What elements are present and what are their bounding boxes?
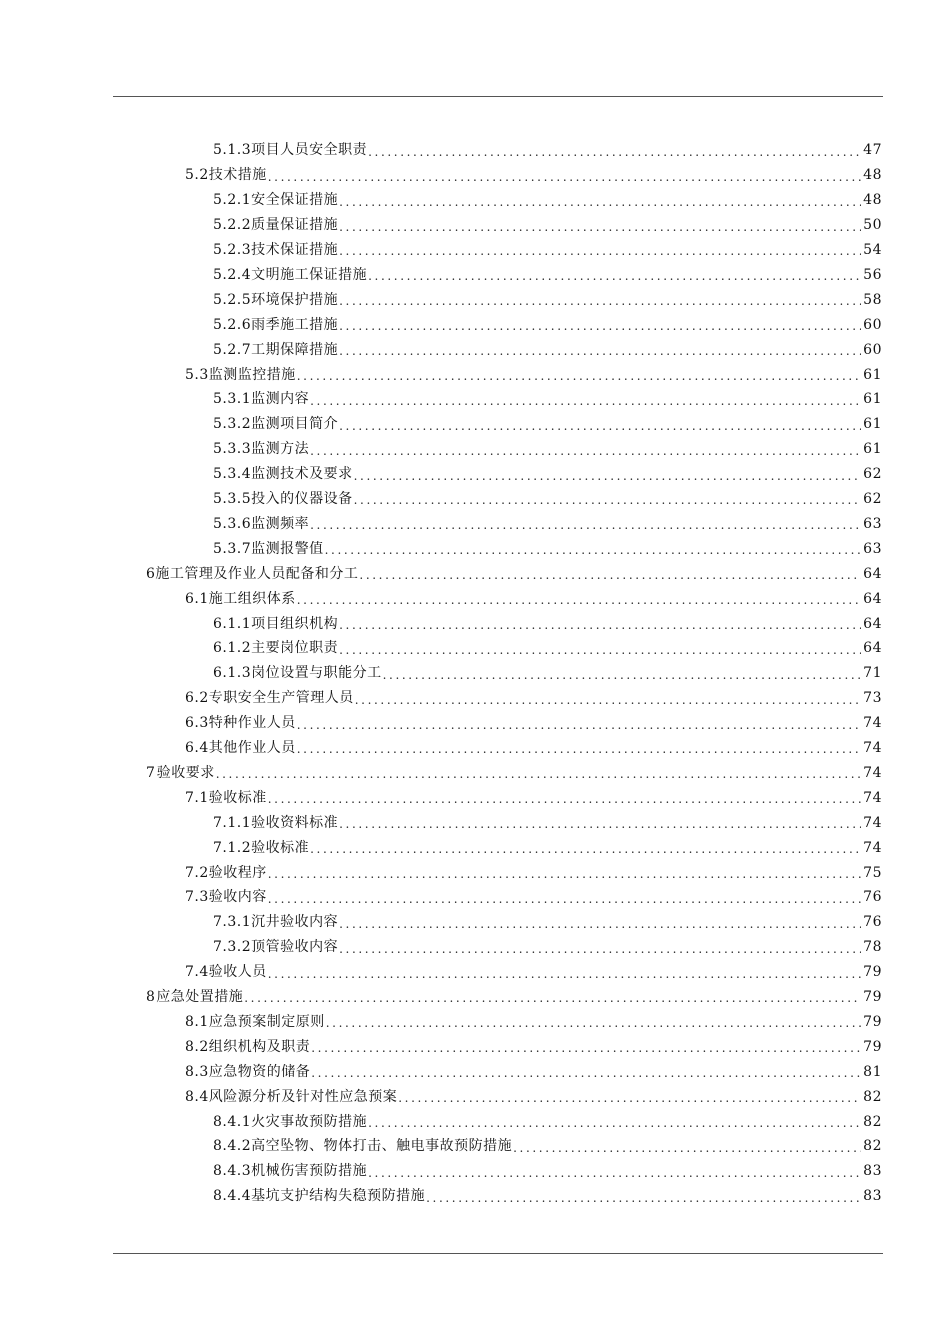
dot-leader <box>268 868 861 885</box>
dot-leader <box>310 843 861 860</box>
toc-entry-title: 组织机构及职责 <box>208 1038 311 1055</box>
dot-leader <box>268 893 861 910</box>
toc-entry-page-number: 79 <box>863 1038 882 1055</box>
toc-entry-number: 7.3 <box>185 889 209 906</box>
toc-entry-title: 投入的仪器设备 <box>251 491 353 508</box>
dot-leader <box>339 196 861 213</box>
dot-leader <box>513 1142 861 1159</box>
toc-entry-title: 应急物资的储备 <box>208 1063 311 1080</box>
toc-entry[interactable] <box>213 437 882 462</box>
dot-leader <box>339 345 861 362</box>
dot-leader <box>354 494 862 511</box>
dot-leader <box>368 270 861 287</box>
dot-leader <box>368 1117 861 1134</box>
toc-entry-page-number: 54 <box>863 242 882 259</box>
toc-entry[interactable] <box>185 860 882 885</box>
toc-entry-number: 5.1.3 <box>213 142 252 159</box>
dot-leader <box>311 1042 861 1059</box>
toc-entry-page-number: 61 <box>863 441 882 458</box>
toc-entry-title: 监测项目简介 <box>251 416 339 433</box>
toc-entry[interactable] <box>185 586 882 611</box>
toc-entry-page-number: 64 <box>863 640 882 657</box>
header-rule <box>113 96 883 97</box>
toc-entry-title: 火灾事故预防措施 <box>251 1113 368 1130</box>
toc-entry-number: 8.4.2 <box>213 1138 252 1155</box>
toc-entry-title: 监测方法 <box>251 441 310 458</box>
toc-entry-number: 6.1.1 <box>213 615 252 632</box>
toc-entry-page-number: 63 <box>863 515 882 532</box>
toc-entry[interactable] <box>213 810 882 835</box>
toc-entry[interactable] <box>213 636 882 661</box>
toc-entry[interactable] <box>185 885 882 910</box>
toc-entry[interactable] <box>213 1109 882 1134</box>
dot-leader <box>268 171 861 188</box>
toc-entry-number: 7.2 <box>185 864 209 881</box>
toc-entry-title: 应急处置措施 <box>156 989 244 1006</box>
toc-entry-number: 8 <box>146 989 156 1006</box>
toc-entry-title: 安全保证措施 <box>251 192 339 209</box>
toc-entry[interactable] <box>213 487 882 512</box>
toc-entry-number: 5.3 <box>185 366 209 383</box>
toc-entry[interactable] <box>213 512 882 537</box>
toc-entry-number: 5.2.3 <box>213 242 252 259</box>
toc-entry-title: 监测报警值 <box>251 540 324 557</box>
toc-entry-number: 5.2 <box>185 167 209 184</box>
toc-entry[interactable] <box>185 1084 882 1109</box>
toc-entry-page-number: 81 <box>863 1063 882 1080</box>
dot-leader <box>339 420 861 437</box>
toc-entry-number: 8.3 <box>185 1063 209 1080</box>
dot-leader <box>297 370 861 387</box>
toc-entry-page-number: 74 <box>863 764 882 781</box>
toc-entry-title: 施工管理及作业人员配备和分工 <box>155 565 359 582</box>
toc-entry[interactable] <box>213 611 882 636</box>
toc-entry-title: 项目人员安全职责 <box>251 142 368 159</box>
toc-entry-title: 主要岗位职责 <box>251 640 339 657</box>
toc-entry[interactable] <box>213 1159 882 1184</box>
toc-entry-number: 7.3.1 <box>213 914 252 931</box>
toc-entry-page-number: 50 <box>863 217 882 234</box>
toc-entry-number: 6.2 <box>185 690 209 707</box>
toc-entry-page-number: 75 <box>863 864 882 881</box>
toc-entry[interactable] <box>213 910 882 935</box>
toc-entry-number: 7 <box>146 764 156 781</box>
dot-leader <box>268 793 861 810</box>
toc-entry-page-number: 74 <box>863 715 882 732</box>
dot-leader <box>339 818 861 835</box>
toc-entry-page-number: 83 <box>863 1188 882 1205</box>
toc-entry-title: 验收标准 <box>251 839 310 856</box>
toc-entry[interactable] <box>213 263 882 288</box>
toc-entry-title: 沉井验收内容 <box>251 914 339 931</box>
toc-entry[interactable] <box>185 711 882 736</box>
toc-entry[interactable] <box>185 1059 882 1084</box>
dot-leader <box>368 146 861 163</box>
dot-leader <box>244 992 861 1009</box>
toc-entry[interactable] <box>213 238 882 263</box>
toc-entry-number: 6.1.3 <box>213 665 252 682</box>
toc-entry-number: 8.4.1 <box>213 1113 252 1130</box>
toc-entry-title: 工期保障措施 <box>251 341 339 358</box>
dot-leader <box>297 594 861 611</box>
toc-entry-title: 验收要求 <box>156 764 215 781</box>
dot-leader <box>326 1017 861 1034</box>
toc-entry-number: 5.3.7 <box>213 540 252 557</box>
toc-entry-number: 6.1 <box>185 590 209 607</box>
toc-entry-page-number: 48 <box>863 192 882 209</box>
toc-entry[interactable] <box>146 761 882 786</box>
toc-entry-title: 监测监控措施 <box>208 366 296 383</box>
toc-entry-page-number: 62 <box>863 491 882 508</box>
toc-entry-page-number: 61 <box>863 416 882 433</box>
toc-entry-title: 质量保证措施 <box>251 217 339 234</box>
toc-entry-title: 风险源分析及针对性应急预案 <box>208 1088 398 1105</box>
toc-entry-page-number: 74 <box>863 789 882 806</box>
toc-entry-number: 7.1 <box>185 789 209 806</box>
toc-entry[interactable] <box>146 985 882 1010</box>
toc-entry[interactable] <box>185 785 882 810</box>
dot-leader <box>310 519 861 536</box>
dot-leader <box>355 694 861 711</box>
toc-entry-page-number: 58 <box>863 291 882 308</box>
toc-entry-page-number: 74 <box>863 814 882 831</box>
toc-entry-number: 5.3.1 <box>213 391 252 408</box>
toc-entry[interactable] <box>185 1010 882 1035</box>
toc-entry-number: 5.3.4 <box>213 466 252 483</box>
toc-entry-number: 5.3.3 <box>213 441 252 458</box>
toc-entry-page-number: 60 <box>863 341 882 358</box>
dot-leader <box>339 295 861 312</box>
dot-leader <box>268 968 861 985</box>
toc-entry-page-number: 83 <box>863 1163 882 1180</box>
toc-entry-title: 技术措施 <box>208 167 267 184</box>
toc-entry-page-number: 62 <box>863 466 882 483</box>
toc-entry-page-number: 73 <box>863 690 882 707</box>
toc-entry-title: 施工组织体系 <box>208 590 296 607</box>
toc-entry-title: 特种作业人员 <box>208 715 296 732</box>
toc-entry[interactable] <box>213 462 882 487</box>
toc-entry-page-number: 79 <box>863 1013 882 1030</box>
dot-leader <box>383 669 862 686</box>
toc-entry-number: 8.4.3 <box>213 1163 252 1180</box>
toc-entry-page-number: 56 <box>863 266 882 283</box>
toc-entry-page-number: 74 <box>863 839 882 856</box>
toc-entry-number: 7.1.1 <box>213 814 252 831</box>
dot-leader <box>398 1092 861 1109</box>
toc-entry-number: 6 <box>146 565 156 582</box>
toc-entry-title: 监测技术及要求 <box>251 466 353 483</box>
toc-entry[interactable] <box>146 561 882 586</box>
toc-entry-number: 5.3.5 <box>213 491 252 508</box>
toc-entry-page-number: 61 <box>863 366 882 383</box>
dot-leader <box>297 743 861 760</box>
toc-entry-title: 高空坠物、物体打击、触电事故预防措施 <box>251 1138 513 1155</box>
toc-entry-number: 5.3.2 <box>213 416 252 433</box>
toc-entry-page-number: 64 <box>863 615 882 632</box>
dot-leader <box>368 1167 861 1184</box>
toc-entry[interactable] <box>185 736 882 761</box>
toc-entry[interactable] <box>213 287 882 312</box>
toc-entry-number: 8.1 <box>185 1013 209 1030</box>
toc-entry[interactable] <box>213 312 882 337</box>
toc-entry[interactable] <box>213 536 882 561</box>
toc-entry[interactable] <box>213 835 882 860</box>
toc-entry-title: 验收程序 <box>208 864 267 881</box>
dot-leader <box>325 544 862 561</box>
dot-leader <box>339 943 861 960</box>
toc-entry[interactable] <box>185 163 882 188</box>
dot-leader <box>310 445 861 462</box>
dot-leader <box>426 1192 861 1209</box>
toc-entry[interactable] <box>185 362 882 387</box>
toc-entry-title: 验收人员 <box>208 964 267 981</box>
toc-entry-number: 5.2.2 <box>213 217 252 234</box>
toc-entry-page-number: 63 <box>863 540 882 557</box>
toc-entry[interactable] <box>213 337 882 362</box>
toc-entry-page-number: 79 <box>863 989 882 1006</box>
toc-entry-title: 应急预案制定原则 <box>208 1013 325 1030</box>
toc-entry-page-number: 74 <box>863 740 882 757</box>
toc-entry[interactable] <box>185 1034 882 1059</box>
toc-entry-title: 其他作业人员 <box>208 740 296 757</box>
toc-entry-number: 5.2.7 <box>213 341 252 358</box>
toc-entry[interactable] <box>213 661 882 686</box>
toc-entry-page-number: 47 <box>863 142 882 159</box>
toc-entry-title: 岗位设置与职能分工 <box>251 665 382 682</box>
toc-entry-page-number: 60 <box>863 316 882 333</box>
toc-entry-title: 验收资料标准 <box>251 814 339 831</box>
footer-rule <box>113 1253 883 1254</box>
dot-leader <box>216 768 861 785</box>
toc-entry-title: 技术保证措施 <box>251 242 339 259</box>
toc-entry[interactable] <box>185 960 882 985</box>
dot-leader <box>359 569 861 586</box>
toc-entry-title: 基坑支护结构失稳预防措施 <box>251 1188 426 1205</box>
toc-entry-number: 6.4 <box>185 740 209 757</box>
dot-leader <box>339 320 861 337</box>
dot-leader <box>339 619 861 636</box>
toc-entry-page-number: 64 <box>863 590 882 607</box>
toc-entry-number: 7.1.2 <box>213 839 252 856</box>
toc-entry-page-number: 76 <box>863 914 882 931</box>
toc-entry-number: 7.3.2 <box>213 939 252 956</box>
toc-entry[interactable] <box>185 686 882 711</box>
toc-entry-title: 专职安全生产管理人员 <box>208 690 354 707</box>
toc-entry[interactable] <box>213 1184 882 1209</box>
toc-entry-title: 雨季施工措施 <box>251 316 339 333</box>
toc-entry-number: 5.2.1 <box>213 192 252 209</box>
toc-entry[interactable] <box>213 188 882 213</box>
toc-entry-number: 5.2.4 <box>213 266 252 283</box>
dot-leader <box>339 918 861 935</box>
toc-entry-number: 8.4 <box>185 1088 209 1105</box>
toc-entry-number: 7.4 <box>185 964 209 981</box>
toc-entry-page-number: 64 <box>863 565 882 582</box>
toc-entry-page-number: 79 <box>863 964 882 981</box>
dot-leader <box>311 1067 861 1084</box>
toc-entry-title: 文明施工保证措施 <box>251 266 368 283</box>
toc-entry-number: 6.3 <box>185 715 209 732</box>
toc-entry[interactable] <box>213 387 882 412</box>
toc-entry-number: 5.2.5 <box>213 291 252 308</box>
toc-entry-page-number: 82 <box>863 1113 882 1130</box>
toc-entry-page-number: 82 <box>863 1138 882 1155</box>
toc-entry-page-number: 71 <box>863 665 882 682</box>
dot-leader <box>354 470 862 487</box>
dot-leader <box>310 395 861 412</box>
dot-leader <box>339 245 861 262</box>
toc-entry-number: 8.2 <box>185 1038 209 1055</box>
toc-entry-page-number: 48 <box>863 167 882 184</box>
toc-entry-page-number: 76 <box>863 889 882 906</box>
toc-entry-page-number: 82 <box>863 1088 882 1105</box>
dot-leader <box>339 221 861 238</box>
toc-entry[interactable] <box>213 935 882 960</box>
toc-entry-title: 机械伤害预防措施 <box>251 1163 368 1180</box>
toc-entry-title: 验收内容 <box>208 889 267 906</box>
toc-entry-title: 项目组织机构 <box>251 615 339 632</box>
toc-entry-title: 监测内容 <box>251 391 310 408</box>
toc-entry-page-number: 78 <box>863 939 882 956</box>
toc-entry-title: 顶管验收内容 <box>251 939 339 956</box>
dot-leader <box>339 644 861 661</box>
toc-entry[interactable] <box>213 1134 882 1159</box>
toc-entry-title: 监测频率 <box>251 515 310 532</box>
toc-entry[interactable] <box>213 213 882 238</box>
toc-entry[interactable] <box>213 412 882 437</box>
toc-entry[interactable] <box>213 138 882 163</box>
toc-entry-title: 验收标准 <box>208 789 267 806</box>
dot-leader <box>297 719 861 736</box>
toc-entry-number: 5.2.6 <box>213 316 252 333</box>
toc-entry-number: 8.4.4 <box>213 1188 252 1205</box>
toc-entry-number: 5.3.6 <box>213 515 252 532</box>
toc-entry-page-number: 61 <box>863 391 882 408</box>
toc-entry-title: 环境保护措施 <box>251 291 339 308</box>
toc-entry-number: 6.1.2 <box>213 640 252 657</box>
